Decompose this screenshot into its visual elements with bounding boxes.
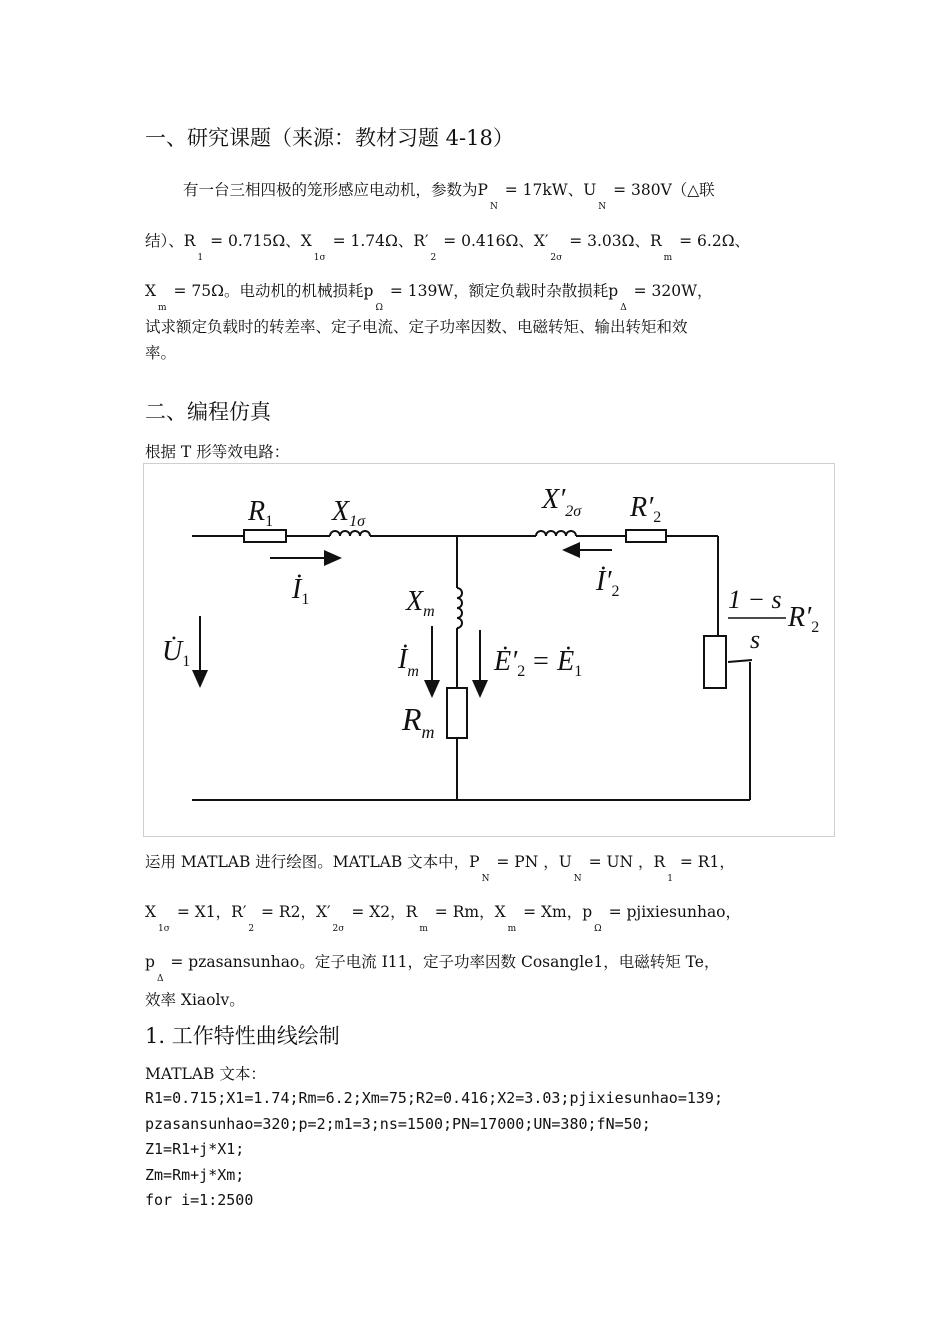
code-line: R1=0.715;X1=1.74;Rm=6.2;Xm=75;R2=0.416;X2=3.03;pjixiesunhao=139;	[145, 1089, 723, 1107]
i1-label: $İ_1$	[292, 574, 310, 608]
rm-resistor	[447, 688, 467, 738]
x1s-inductor	[330, 531, 370, 536]
code-line: for i=1:2500	[145, 1191, 254, 1210]
section-2-title: 二、编程仿真	[145, 400, 271, 424]
u1-label: $U̇_1$	[162, 636, 191, 670]
section-1-title: 一、研究课题（来源：教材习题 4-18）	[145, 126, 514, 150]
rm-label: $R_m$	[402, 701, 435, 742]
para-line-4: 试求额定负载时的转差率、定子电流、定子功率因数、电磁转矩、输出转矩和效	[145, 318, 688, 336]
code-line: Zm=Rm+j*Xm;	[145, 1165, 245, 1184]
code-line: Z1=R1+j*X1;	[145, 1140, 245, 1159]
x2s-label: $X'_{2\sigma}$	[542, 484, 582, 520]
r1-label: $R_1$	[248, 496, 274, 530]
e-label: $Ė'_2$ = $Ė_1$	[494, 646, 583, 680]
para-line-1: 有一台三相四极的笼形感应电动机，参数为$P_N = 17kW$、$U_N$ = 380V（△联	[183, 181, 715, 212]
load-denominator: s	[750, 625, 761, 654]
code-intro: MATLAB 文本：	[145, 1065, 266, 1083]
matlab-para-line-4: 效率 Xiaolv。	[145, 991, 245, 1009]
r1-resistor	[244, 530, 286, 542]
matlab-code-block	[145, 1086, 723, 1214]
r2-resistor	[626, 530, 666, 542]
para-line-3: $X_m = 75\Omega$。电动机的机械损耗$p_\Omega = 139W$，额定负载时杂散损耗$p_\Delta = 320W$，	[145, 282, 713, 313]
t-equivalent-circuit-diagram	[143, 463, 835, 837]
para-line-5: 率。	[145, 344, 177, 362]
load-r-label: $R'_2$	[788, 602, 820, 636]
xm-inductor	[457, 588, 462, 628]
load-resistor	[704, 636, 726, 688]
load-wiper	[728, 660, 752, 662]
x1s-label: $X_{1\sigma}$	[332, 496, 365, 530]
matlab-para-line-2: $X_{1\sigma} = X1$，$R'_2 = R2$，$X'_{2\sigma} = X2$，$R_m = Rm$，$X_m = Xm$，$p_\Omega$ = pjixiesunhao，	[145, 903, 742, 934]
i2-label: $İ'_2$	[596, 566, 620, 600]
matlab-para-line-3: $p_\Delta$ = pzasansunhao。定子电流 I11，定子功率因数 Cosangle1，电磁转矩 Te，	[145, 953, 720, 984]
im-label: $İ_m$	[398, 644, 419, 680]
code-line: pzasansunhao=320;p=2;m1=3;ns=1500;PN=17000;UN=380;fN=50;	[145, 1114, 651, 1133]
subsection-1-title: 1. 工作特性曲线绘制	[145, 1024, 340, 1048]
xm-label: $X_m$	[406, 586, 435, 620]
matlab-para-line-1: 运用 MATLAB 进行绘图。MATLAB 文本中，$P_N$ = PN ，$U_N$ = UN ，$R_1 = R1$，	[145, 853, 735, 884]
x2s-inductor	[536, 531, 576, 536]
circuit-intro: 根据 T 形等效电路：	[145, 443, 290, 461]
r2-label: $R'_2$	[630, 492, 662, 526]
load-numerator: 1 − s	[728, 585, 782, 614]
para-line-2: 结）、$R_1 = 0.715\Omega$、$X_{1\sigma} = 1.74\Omega$、$R'_2 = 0.416\Omega$、$X'_{2\sigma} = 3.03\Omega$、$R_m = 6.2\Omega$、	[145, 232, 751, 263]
